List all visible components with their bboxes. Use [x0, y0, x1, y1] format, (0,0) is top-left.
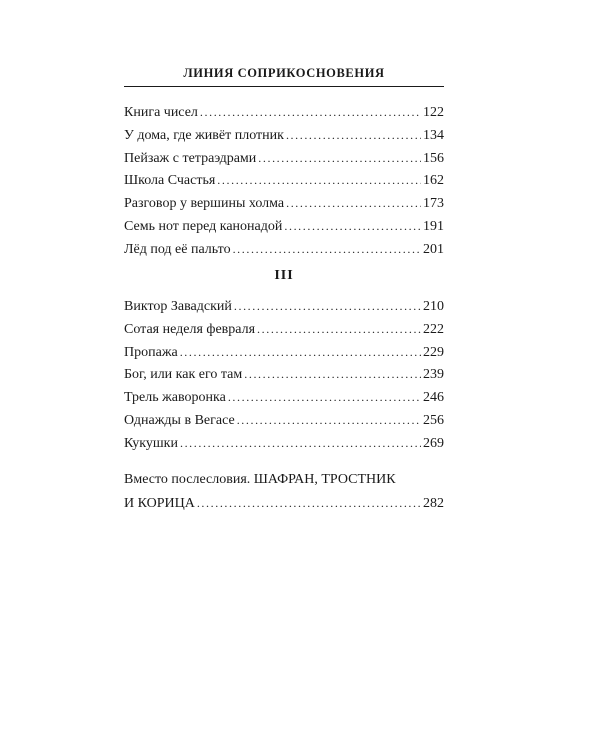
toc-entry-page: 134	[423, 127, 444, 143]
toc-entry-title: Пропажа	[124, 344, 178, 360]
toc-afterword	[124, 469, 444, 515]
toc-entry-page: 201	[423, 241, 444, 257]
dot-leader	[200, 101, 421, 124]
toc-entry-title: Трель жаворонка	[124, 390, 226, 406]
toc-entry-page: 282	[423, 495, 444, 511]
afterword-title-line1: Вместо послесловия. ШАФРАН, ТРОСТНИК	[124, 472, 396, 487]
toc-entry-title: Сотая неделя февраля	[124, 321, 256, 337]
toc-entry-page: 239	[423, 367, 444, 383]
toc-entry-title: Книга чисел	[124, 105, 198, 120]
toc-entry-title: Лёд под её пальто	[124, 241, 231, 257]
toc-entry	[124, 101, 444, 124]
dot-leader	[286, 192, 421, 215]
toc-group-1	[124, 101, 444, 261]
running-head: ЛИНИЯ СОПРИКОСНОВЕНИЯ	[183, 66, 385, 80]
toc-entry-title: Однажды в Вегасе	[124, 412, 235, 428]
toc-entry-page: 156	[423, 150, 444, 166]
toc-entry-title: Разговор у вершины холма	[124, 196, 285, 212]
toc-entry	[124, 386, 444, 409]
toc-entry	[124, 147, 444, 170]
toc-entry	[124, 215, 444, 238]
toc-entry-page: 191	[423, 218, 444, 234]
toc-entry	[124, 169, 444, 192]
dot-leader	[197, 492, 421, 515]
afterword-title-line2: И КОРИЦА	[124, 495, 195, 511]
dot-leader	[237, 409, 421, 432]
dot-leader	[228, 386, 421, 409]
toc-entry-page: 162	[423, 173, 444, 189]
toc-entry-title: Семь нот перед канонадой	[124, 218, 283, 234]
toc-entry	[124, 492, 444, 515]
toc-entry-page: 122	[423, 105, 444, 120]
toc-entry-title: Бог, или как его там	[124, 367, 243, 383]
dot-leader	[244, 363, 421, 386]
dot-leader	[258, 147, 421, 170]
dot-leader	[234, 295, 421, 318]
toc-entry-page: 269	[423, 435, 444, 451]
toc-entry-page: 222	[423, 321, 444, 337]
toc-entry	[124, 363, 444, 386]
toc-entry	[124, 432, 444, 455]
toc-entry-page: 256	[423, 412, 444, 428]
toc-entry-page: 210	[423, 299, 444, 314]
toc-entry	[124, 341, 444, 364]
toc-entry	[124, 238, 444, 261]
header-rule	[124, 86, 444, 87]
toc-entry	[124, 318, 444, 341]
toc-entry	[124, 192, 444, 215]
toc-entry-title: Пейзаж с тетраэдрами	[124, 150, 257, 166]
toc-entry-title: Кукушки	[124, 435, 178, 451]
dot-leader	[257, 318, 421, 341]
toc-entry-page: 173	[423, 196, 444, 212]
dot-leader	[233, 238, 421, 261]
dot-leader	[217, 169, 421, 192]
toc-entry-page: 246	[423, 390, 444, 406]
dot-leader	[180, 432, 421, 455]
section-heading: III	[274, 268, 294, 283]
dot-leader	[284, 215, 421, 238]
toc-entry	[124, 295, 444, 318]
toc-entry-page: 229	[423, 344, 444, 360]
dot-leader	[286, 124, 421, 147]
toc-entry	[124, 124, 444, 147]
dot-leader	[180, 341, 421, 364]
toc-group-2	[124, 295, 444, 455]
toc-entry-title: У дома, где живёт плотник	[124, 127, 284, 143]
toc-entry	[124, 409, 444, 432]
toc-entry-title: Виктор Завадский	[124, 299, 232, 314]
toc-entry-title: Школа Счастья	[124, 173, 216, 189]
